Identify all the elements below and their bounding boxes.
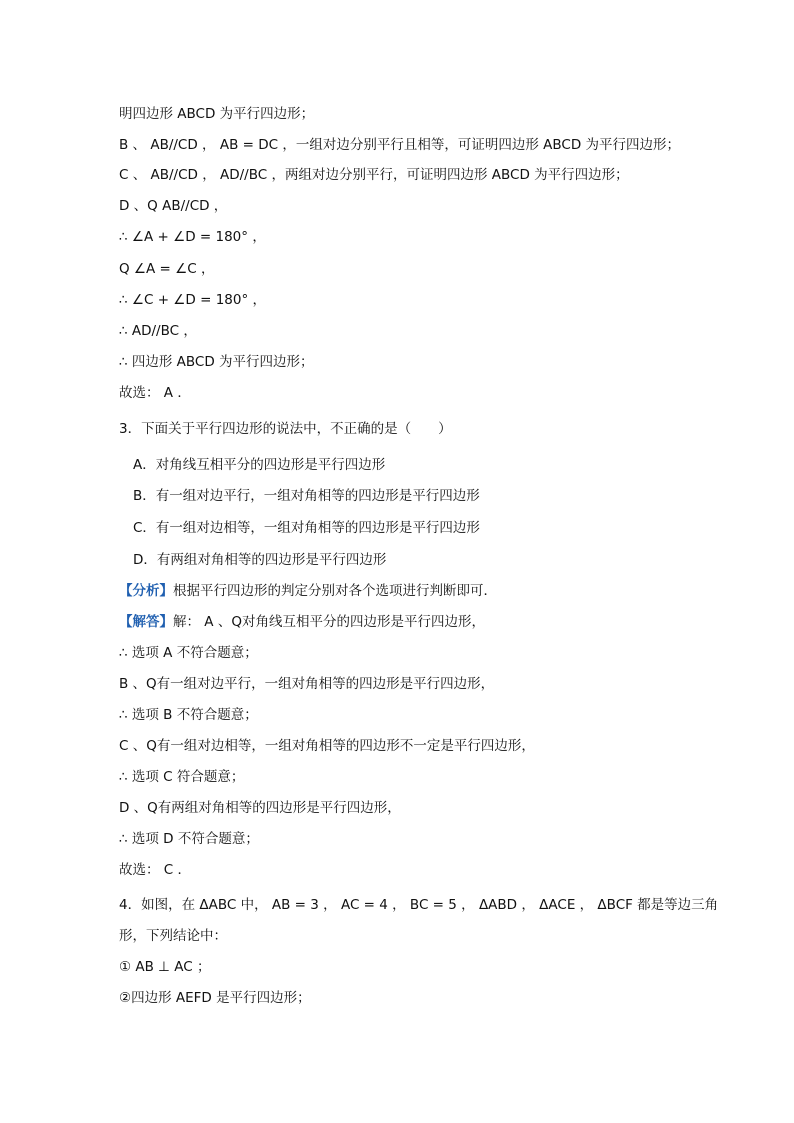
- text-line: C 、Q有一组对边相等，一组对角相等的四边形不一定是平行四边形，: [119, 738, 535, 754]
- text-line: ∴ 选项 C 符合题意；: [119, 769, 245, 785]
- text-line: Q ∠A = ∠C ，: [119, 261, 215, 277]
- answer-line: [119, 611, 485, 633]
- answer-label: 【解答】: [119, 614, 173, 630]
- question-option-a: A．对角线互相平分的四边形是平行四边形: [133, 457, 386, 473]
- question-option-b: B．有一组对边平行，一组对角相等的四边形是平行四边形: [133, 488, 480, 504]
- text-line: C 、 AB//CD ， AD//BC ，两组对边分别平行，可证明四边形 ABCD 为平行四边形；: [119, 167, 629, 183]
- text-line: B 、 AB//CD ， AB = DC ，一组对边分别平行且相等，可证明四边形 ABCD 为平行四边形；: [119, 137, 681, 153]
- analysis-label: 【分析】: [119, 583, 173, 599]
- text-line: D 、Q有两组对角相等的四边形是平行四边形，: [119, 800, 401, 816]
- text-line: 形，下列结论中：: [119, 928, 227, 944]
- text-line: ① AB ⊥ AC ；: [119, 959, 211, 975]
- question-option-c: C．有一组对边相等，一组对角相等的四边形是平行四边形: [133, 520, 480, 536]
- text-line: ∴ 四边形 ABCD 为平行四边形；: [119, 354, 314, 370]
- text-line: ∴ 选项 B 不符合题意；: [119, 707, 258, 723]
- text-line: ∴ ∠C + ∠D = 180° ，: [119, 292, 267, 308]
- analysis-text: 根据平行四边形的判定分别对各个选项进行判断即可．: [173, 583, 497, 599]
- text-line: 故选： A ．: [119, 385, 191, 401]
- text-line: ∴ 选项 D 不符合题意；: [119, 831, 259, 847]
- question-option-d: D．有两组对角相等的四边形是平行四边形: [133, 552, 387, 568]
- text-line: 明四边形 ABCD 为平行四边形；: [119, 106, 315, 122]
- text-line: ∴ 选项 A 不符合题意；: [119, 645, 258, 661]
- text-line: B 、Q有一组对边平行，一组对角相等的四边形是平行四边形，: [119, 676, 495, 692]
- answer-text: 解： A 、Q对角线互相平分的四边形是平行四边形，: [173, 614, 485, 630]
- text-line: ∴ ∠A + ∠D = 180° ，: [119, 229, 266, 245]
- text-line: ②四边形 AEFD 是平行四边形；: [119, 990, 311, 1006]
- text-line: ∴ AD//BC ，: [119, 323, 197, 339]
- analysis-line: [119, 580, 497, 602]
- question-4-stem: 4．如图，在 ΔABC 中， AB = 3 ， AC = 4 ， BC = 5 ， ΔABD ， ΔACE ， ΔBCF 都是等边三角: [119, 897, 719, 913]
- text-line: 故选： C ．: [119, 862, 192, 878]
- text-line: D 、Q AB//CD ，: [119, 198, 228, 214]
- question-3-stem: 3．下面关于平行四边形的说法中，不正确的是（ ）: [119, 421, 452, 437]
